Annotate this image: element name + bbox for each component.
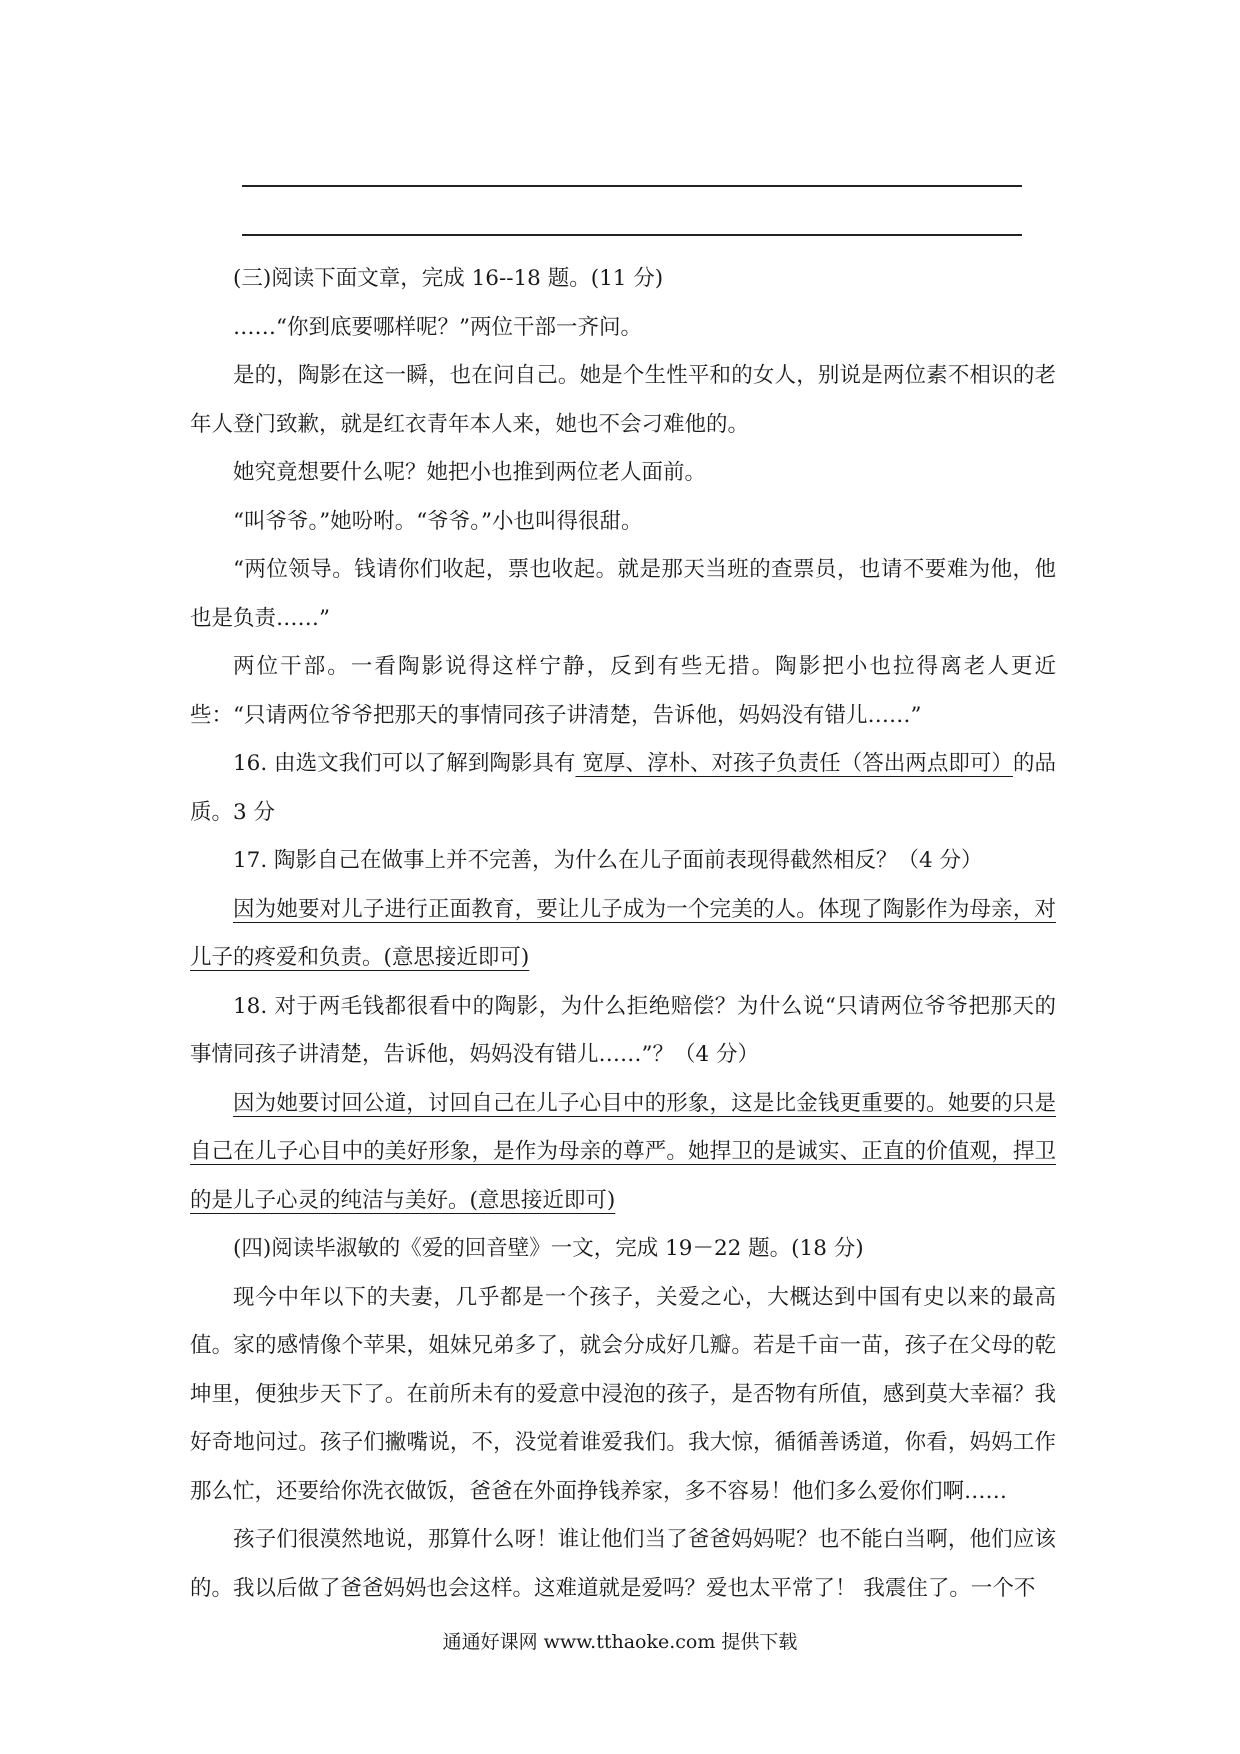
paragraph: “叫爷爷。”她吩咐。“爷爷。”小也叫得很甜。 [233,508,643,534]
document-body [190,255,1056,1613]
question-17: 17. 陶影自己在做事上并不完善，为什么在儿子面前表现得截然相反？（4 分） [233,848,983,873]
paragraph: 两位干部。一看陶影说得这样宁静，反到有些无措。陶影把小也拉得离老人更近些：“只请两位爷爷把那天的事情同孩子讲清楚，告诉他，妈妈没有错儿……” [190,654,1056,728]
answer-18-text: 因为她要讨回公道，讨回自己在儿子心目中的形象，这是比金钱更重要的。她要的只是自己在儿子心目中的美好形象，是作为母亲的尊严。她捍卫的是诚实、正直的价值观，捍卫的是儿子心灵的纯洁与美好。(意思接近即可) [190,1090,1056,1213]
answer-17-text: 因为她要对儿子进行正面教育，要让儿子成为一个完美的人。体现了陶影作为母亲，对儿子的疼爱和负责。(意思接近即可) [190,896,1056,970]
answer-line-2 [242,234,1022,236]
paragraph: 现今中年以下的夫妻，几乎都是一个孩子，关爱之心，大概达到中国有史以来的最高值。家的感情像个苹果，姐妹兄弟多了，就会分成好几瓣。若是千亩一苗，孩子在父母的乾坤里，便独步天下了。在前所未有的爱意中浸泡的孩子，是否物有所值，感到莫大幸福？我好奇地问过。孩子们撇嘴说，不，没觉着谁爱我们。我大惊，循循善诱道，你看，妈妈工作那么忙，还要给你洗衣做饭，爸爸在外面挣钱养家，多不容易！他们多么爱你们啊…… [190,1284,1056,1504]
page-footer: 通通好课网 www.tthaoke.com 提供下载 [442,1631,798,1653]
section4-heading: (四)阅读毕淑敏的《爱的回音壁》一文，完成 19－22 题。(18 分) [233,1236,864,1261]
question-16 [190,740,1056,837]
section3-heading: (三)阅读下面文章，完成 16--18 题。(11 分) [233,266,664,291]
answer-18 [190,1080,1056,1226]
question-18: 18. 对于两毛钱都很看中的陶影，为什么拒绝赔偿？为什么说“只请两位爷爷把那天的事情同孩子讲清楚，告诉他，妈妈没有错儿……”？（4 分） [190,993,1056,1067]
answer-17 [190,886,1056,983]
paragraph: ……“你到底要哪样呢？”两位干部一齐问。 [233,314,642,340]
paragraph: “两位领导。钱请你们收起，票也收起。就是那天当班的查票员，也请不要难为他，他也是负责……” [190,557,1056,631]
paragraph: 她究竟想要什么呢？她把小也推到两位老人面前。 [233,460,707,485]
answer-line-1 [242,185,1022,187]
question-16-suffix: 的品质。3 分 [190,751,1056,825]
paragraph: 孩子们很漠然地说，那算什么呀！谁让他们当了爸爸妈妈呢？也不能白当啊，他们应该的。我以后做了爸爸妈妈也会这样。这难道就是爱吗？爱也太平常了！ 我震住了。一个不 [190,1527,1056,1601]
paragraph: 是的，陶影在这一瞬，也在问自己。她是个生性平和的女人，别说是两位素不相识的老年人登门致歉，就是红衣青年本人来，她也不会刁难他的。 [190,363,1056,437]
question-16-answer: 宽厚、淳朴、对孩子负责任（答出两点即可） [575,751,1013,776]
question-16-prefix: 16. 由选文我们可以了解到陶影具有 [233,751,576,776]
